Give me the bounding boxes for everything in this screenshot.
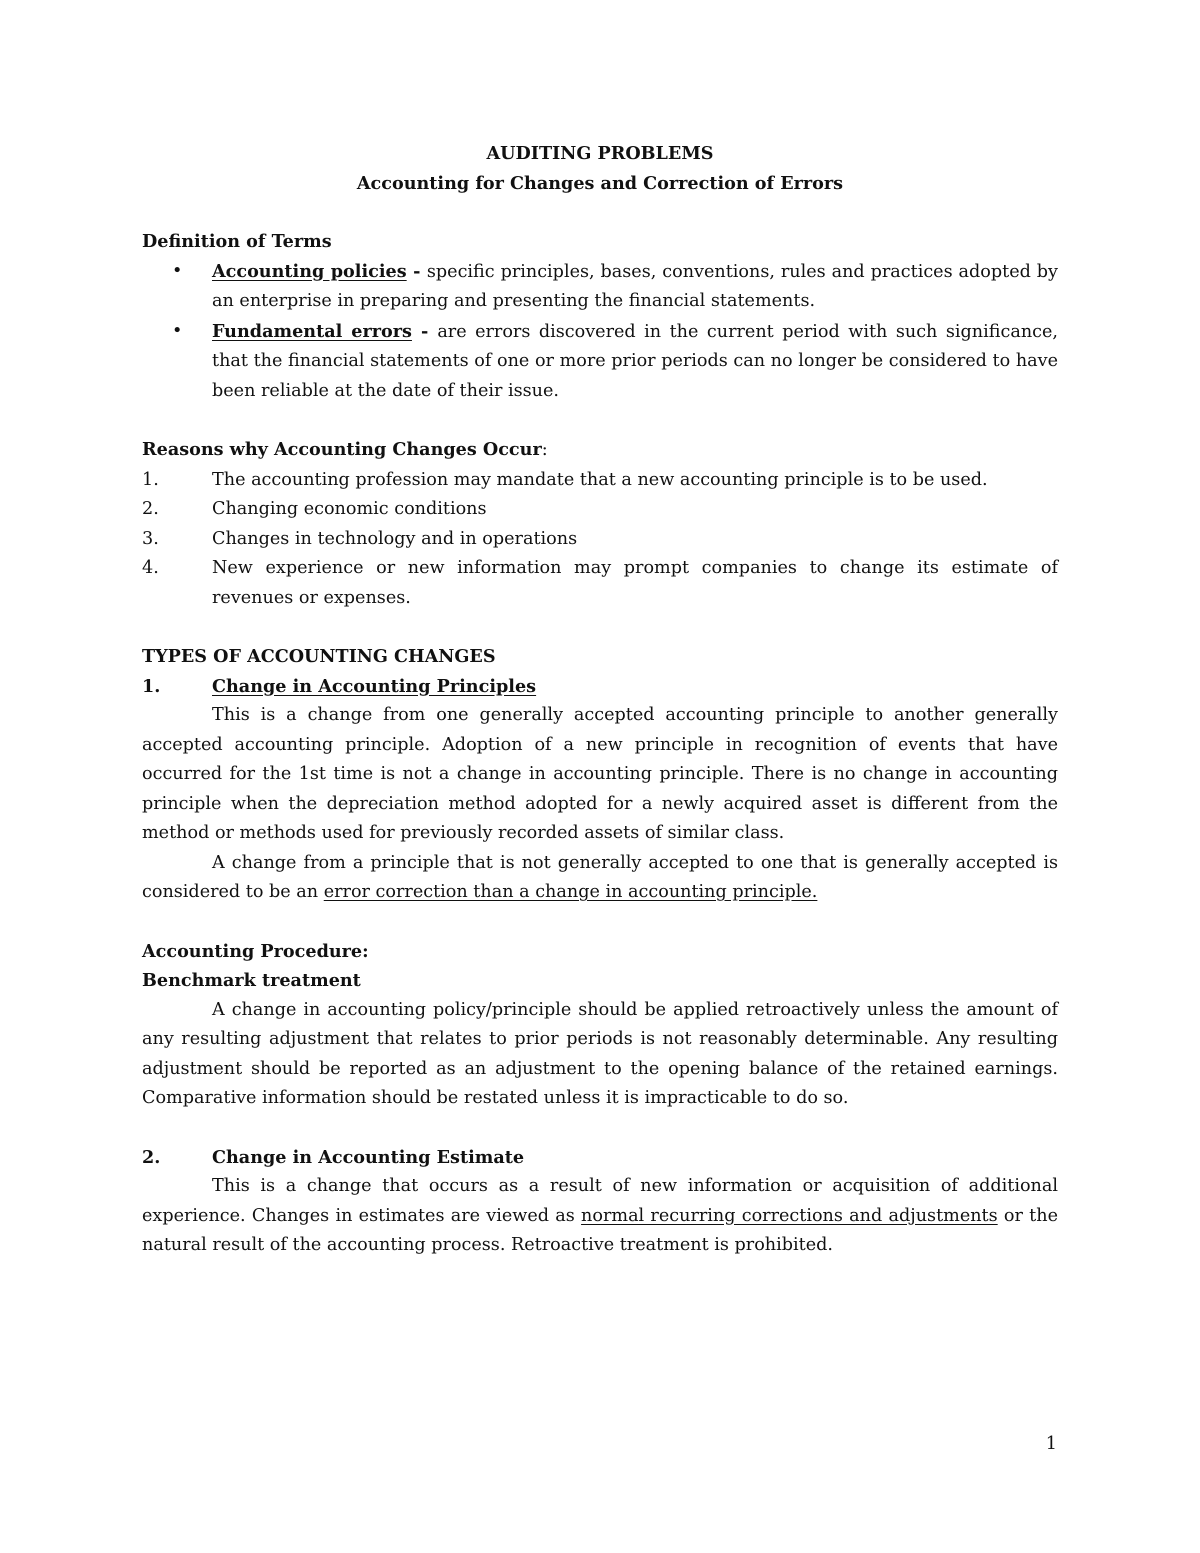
reason-text: Changes in technology and in operations	[212, 528, 578, 549]
document-title: AUDITING PROBLEMS	[486, 143, 714, 164]
spacer	[142, 908, 1058, 937]
definitions-heading: Definition of Terms	[142, 231, 332, 252]
section2-paragraph	[142, 1172, 1058, 1261]
section2-number: 2.	[142, 1146, 161, 1168]
reasons-heading	[142, 435, 1058, 466]
reason-item	[142, 554, 1058, 613]
definition-separator: -	[406, 260, 427, 282]
procedure-heading: Accounting Procedure:	[142, 940, 369, 962]
reason-item	[142, 466, 1058, 496]
definition-separator: -	[411, 320, 438, 342]
procedure-paragraph: A change in accounting policy/principle should be applied retroactively unless the amount of any resulting adjustment that relates to prior periods is not reasonably determinable. Any resulting adjustment should be reported as an adjustment to the opening balance of the retained earnings. Comparative information should be restated unless it is impracticable to do so.	[142, 999, 1058, 1108]
types-heading: TYPES OF ACCOUNTING CHANGES	[142, 646, 496, 667]
reason-item	[142, 495, 1058, 525]
definition-text: specific principles, bases, conventions, rules and practices adopted by an enterprise in preparing and presenting the financial statements.	[212, 261, 1059, 311]
bullet-icon: •	[172, 320, 183, 341]
page-number: 1	[1045, 1434, 1057, 1454]
bullet-icon: •	[172, 260, 183, 281]
section1-heading	[142, 672, 1058, 702]
definition-item	[142, 257, 1058, 317]
reason-number: 2.	[142, 499, 159, 519]
section1-title: Change in Accounting Principles	[212, 675, 537, 697]
spacer	[142, 406, 1058, 435]
spacer	[142, 198, 1058, 227]
definition-term: Accounting policies	[212, 260, 407, 282]
spacer	[142, 613, 1058, 642]
reason-text: The accounting profession may mandate that a new accounting principle is to be used.	[212, 469, 988, 490]
reasons-list	[142, 466, 1058, 614]
document-page	[142, 139, 1058, 1261]
reason-text: Changing economic conditions	[212, 499, 487, 519]
section1-paragraph-2	[142, 849, 1058, 908]
reasons-heading-text: Reasons why Accounting Changes Occur	[142, 439, 542, 460]
section2-para-emphasis: normal recurring corrections and adjustments	[581, 1205, 998, 1226]
section1-para2-emphasis: error correction than a change in accounting principle.	[323, 882, 818, 902]
section2-para-text: This is a change that occurs as a result of new information or acquisition of additional experience. Changes in estimates are viewed as	[142, 1176, 1058, 1226]
section2-title: Change in Accounting Estimate	[212, 1146, 525, 1168]
definition-term: Fundamental errors	[212, 320, 412, 342]
reason-number: 1.	[142, 469, 159, 490]
definition-text: are errors discovered in the current period with such significance, that the financial statements of one or more prior periods can no longer be considered to have been reliable at the date of their issue.	[212, 321, 1059, 401]
reasons-heading-colon: :	[541, 440, 548, 460]
definition-item	[142, 317, 1058, 407]
reason-text: New experience or new information may prompt companies to change its estimate of revenues or expenses.	[212, 558, 1058, 608]
procedure-subheading: Benchmark treatment	[142, 970, 361, 991]
document-subtitle: Accounting for Changes and Correction of Errors	[356, 172, 844, 194]
definitions-list	[142, 257, 1058, 407]
section1-number: 1.	[142, 675, 161, 697]
reason-number: 3.	[142, 528, 159, 549]
section2-heading	[142, 1143, 1058, 1173]
spacer	[142, 1114, 1058, 1143]
section2-para-tail: or the natural result of the accounting process. Retroactive treatment is prohibited.	[142, 1205, 1058, 1255]
section1-paragraph: This is a change from one generally accepted accounting principle to another generally accepted accounting principle. Adoption of a new principle in recognition of events that have occurred for the 1st time is not a change in accounting principle. There is no change in accounting principle when the depreciation method adopted for a newly acquired asset is different from the method or methods used for previously recorded assets of similar class.	[142, 705, 1058, 843]
reason-item	[142, 525, 1058, 555]
section1-para2-text: A change from a principle that is not generally accepted to one that is generally accepted is considered to be an	[142, 852, 1058, 902]
reason-number: 4.	[142, 558, 159, 578]
